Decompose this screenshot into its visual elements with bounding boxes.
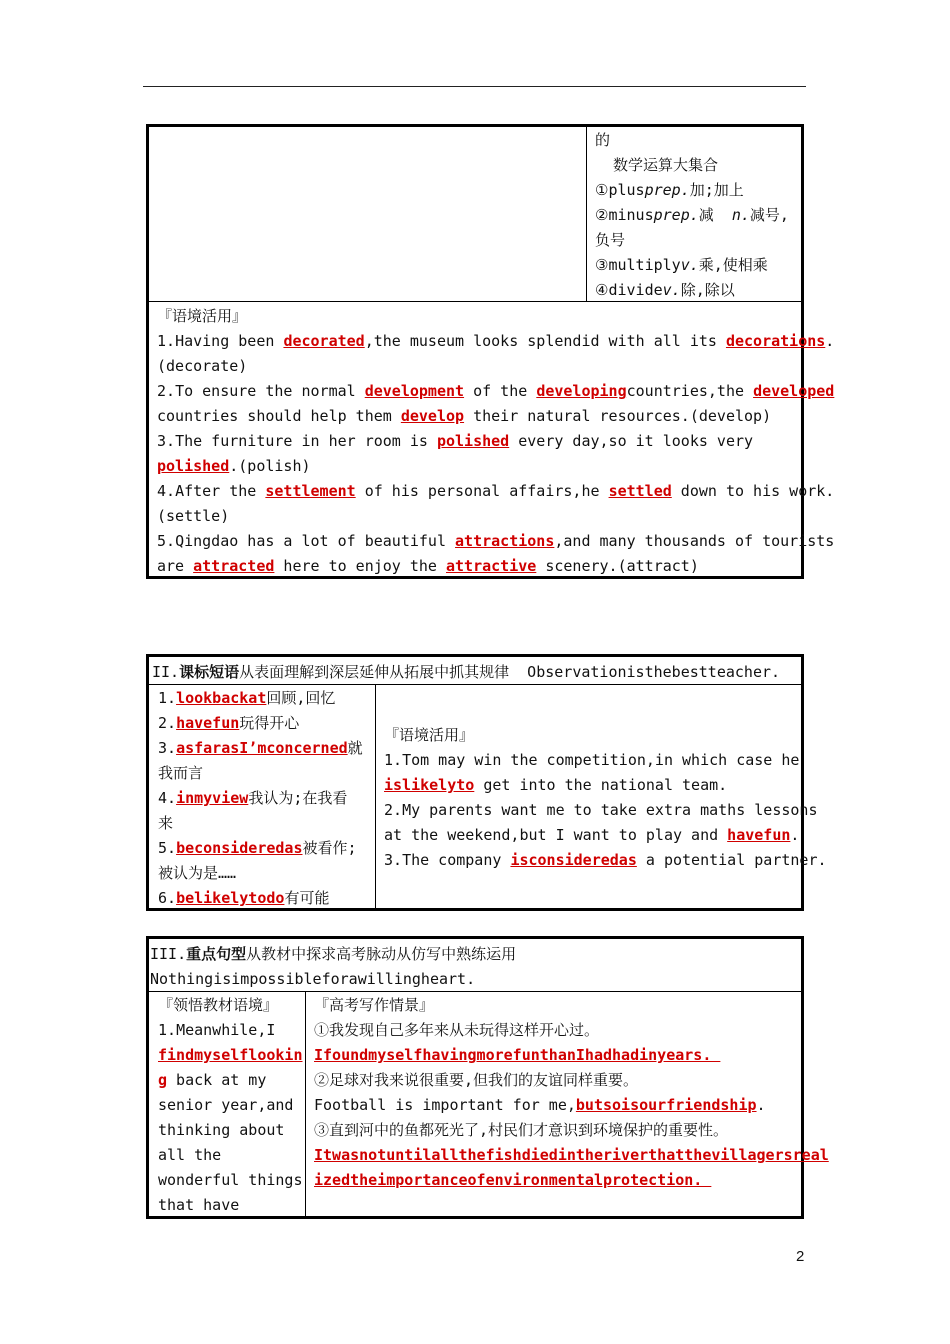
phrase-number: 1. [158, 689, 177, 707]
answer-sentence: IfoundmyselfhavingmorefunthanIhadhadinyears. [314, 1046, 721, 1064]
exercise-text: Meanwhile,I [176, 1021, 276, 1039]
exercise-text: all the [158, 1146, 222, 1164]
exercise-line [384, 848, 827, 873]
exercise-text: The furniture in her room is [175, 432, 437, 450]
math-vocab-line [595, 278, 801, 303]
exercise-number: 2. [384, 801, 403, 819]
exercise-text: The company [402, 851, 511, 869]
context-title [157, 304, 797, 329]
exercise-line [157, 429, 797, 454]
textbook-context-cell [158, 993, 303, 1218]
phrases-header [152, 660, 802, 685]
exercise-text: ,and many thousands of tourists [554, 532, 835, 550]
vocab-meaning: 除,除以 [680, 281, 735, 299]
phrase-number: 2. [158, 714, 177, 732]
exercise-text: My parents want me to take extra maths lessons [402, 801, 818, 819]
exercise-line [157, 404, 797, 429]
vocab-text: 负号 [595, 231, 626, 249]
vocab-meaning: 减号, [749, 206, 789, 224]
exercise-text: here to enjoy the [274, 557, 446, 575]
section-title: 课标短语 [179, 663, 240, 681]
exercise-text: Tom may win the competition,in which case he [402, 751, 800, 769]
vocab-meaning: 加;加上 [689, 181, 744, 199]
exercise-text: every day,so it looks very [509, 432, 754, 450]
exercise-line [157, 329, 835, 354]
exercise-number: 4. [157, 482, 176, 500]
exercise-line [157, 379, 835, 404]
exercise-line [157, 554, 797, 579]
vocab-meaning: 减 [698, 206, 732, 224]
phrase-item [158, 686, 372, 711]
writing-line [314, 1043, 802, 1068]
exercise-text: . [790, 826, 800, 844]
math-vocab-line [595, 253, 801, 278]
phrase-item [158, 736, 372, 761]
exercise-text: get into the national team. [474, 776, 728, 794]
exercise-text: (settle) [157, 507, 230, 525]
exercise-number: 1. [384, 751, 403, 769]
phrase-answer: asfarasI’mconcerned [176, 739, 348, 757]
exercise-text: thinking about [158, 1121, 285, 1139]
section-roman: II. [152, 663, 180, 681]
context-title-text: 『语境活用』 [157, 307, 248, 325]
answer-blank: settlement [265, 482, 356, 500]
phrase-context-cell [384, 723, 827, 873]
textbook-line [158, 1093, 303, 1118]
context-title-text: 『高考写作情景』 [314, 996, 435, 1014]
exercise-text: ①我发现自己多年来从未玩得这样开心过。 [314, 1021, 600, 1039]
header-rule [143, 86, 806, 87]
exercise-line [384, 798, 818, 823]
writing-line [314, 1118, 802, 1143]
exercise-line [157, 354, 797, 379]
phrase-meaning: 我而言 [158, 764, 204, 782]
context-title [314, 993, 802, 1018]
exercise-text: .(polish) [229, 457, 311, 475]
part-of-speech: v. [680, 256, 699, 274]
phrase-meaning: 玩得开心 [239, 714, 300, 732]
exercise-number: 1. [158, 1021, 177, 1039]
exercise-text: ②足球对我来说很重要,但我们的友谊同样重要。 [314, 1071, 639, 1089]
answer-blank: developed [753, 382, 835, 400]
answer-sentence: izedtheimportanceofenvironmentalprotection. [314, 1171, 712, 1189]
phrase-item [158, 786, 372, 811]
vocab-word: ④divide [595, 281, 663, 299]
writing-line [314, 1018, 802, 1043]
answer-blank: developing [536, 382, 627, 400]
exercise-text: (decorate) [157, 357, 248, 375]
row-divider [149, 991, 801, 992]
phrase-item [158, 861, 372, 886]
math-vocab-line [595, 178, 801, 203]
exercise-text: Qingdao has a lot of beautiful [175, 532, 456, 550]
answer-blank: isconsideredas [510, 851, 637, 869]
phrase-meaning: 被认为是…… [158, 864, 237, 882]
phrase-meaning: 来 [158, 814, 174, 832]
page-number: 2 [796, 1248, 805, 1265]
answer-sentence: butsoisourfriendship [575, 1096, 757, 1114]
exercise-text: wonderful things [158, 1171, 303, 1189]
phrase-item [158, 886, 372, 911]
section-subtitle: 从表面理解到深层延伸从拓展中抓其规律 Observationisthebestteacher. [239, 663, 781, 681]
column-divider [375, 684, 376, 908]
phrase-meaning: 回顾,回忆 [266, 689, 336, 707]
phrase-meaning: 被看作; [302, 839, 357, 857]
exercise-text: a potential partner. [636, 851, 827, 869]
exercise-number: 3. [384, 851, 403, 869]
writing-context-cell [314, 993, 829, 1193]
context-title [158, 993, 303, 1018]
exercise-text: To ensure the normal [175, 382, 365, 400]
phrases-table [146, 654, 827, 911]
answer-blank: develop [400, 407, 465, 425]
answer-blank: development [364, 382, 465, 400]
exercise-number: 1. [157, 332, 176, 350]
exercise-text: down to his work. [671, 482, 835, 500]
writing-line [314, 1143, 829, 1168]
answer-blank: islikelyto [384, 776, 475, 794]
answer-blank: polished [436, 432, 510, 450]
column-divider [305, 991, 306, 1216]
exercise-text: Having been [175, 332, 284, 350]
exercise-text: . [825, 332, 835, 350]
exercise-line [157, 504, 797, 529]
phrase-number: 6. [158, 889, 177, 907]
exercise-text: back at my [167, 1071, 267, 1089]
phrase-answer: belikelytodo [176, 889, 285, 907]
exercise-text: countries should help them [157, 407, 401, 425]
exercise-number: 3. [157, 432, 176, 450]
writing-line [314, 1068, 802, 1093]
exercise-text: are [157, 557, 194, 575]
exercise-line [157, 454, 797, 479]
phrase-answer: lookbackat [176, 689, 267, 707]
answer-blank: settled [608, 482, 672, 500]
answer-blank: findmyselflookin [158, 1046, 303, 1064]
textbook-line [158, 1143, 303, 1168]
answer-blank: g [158, 1071, 168, 1089]
vocab-text: 的 [595, 131, 611, 149]
writing-line [314, 1093, 802, 1118]
exercise-text: scenery.(attract) [536, 557, 699, 575]
exercise-text: of his personal affairs,he [355, 482, 609, 500]
phrase-item [158, 811, 372, 836]
vocab-text: 数学运算大集合 [595, 156, 719, 174]
phrase-meaning: 我认为;在我看 [248, 789, 348, 807]
phrase-answer: beconsideredas [176, 839, 303, 857]
exercise-text: senior year,and [158, 1096, 294, 1114]
phrase-meaning: 就 [347, 739, 363, 757]
exercise-line [157, 529, 835, 554]
section-title: 重点句型 [186, 945, 247, 963]
sentence-patterns-table [146, 936, 829, 1219]
phrase-item [158, 711, 372, 736]
answer-blank: havefun [727, 826, 791, 844]
textbook-line [158, 1018, 303, 1043]
context-usage-cell [157, 304, 835, 579]
exercise-text: that have [158, 1196, 240, 1214]
exercise-line [157, 479, 835, 504]
phrase-meaning: 有可能 [284, 889, 330, 907]
answer-blank: attractions [455, 532, 555, 550]
vocab-meaning: 乘,使相乘 [698, 256, 768, 274]
textbook-line [158, 1193, 303, 1218]
exercise-line [384, 773, 798, 798]
patterns-header [150, 942, 800, 992]
answer-blank: attractive [446, 557, 537, 575]
section-roman: III. [150, 945, 187, 963]
answer-blank: polished [157, 457, 230, 475]
textbook-line [158, 1168, 303, 1193]
exercise-text: . [756, 1096, 766, 1114]
exercise-line [384, 748, 798, 773]
part-of-speech: n. [731, 206, 750, 224]
vocab-table [146, 124, 835, 579]
exercise-text: countries,the [626, 382, 754, 400]
phrase-answer: inmyview [176, 789, 249, 807]
part-of-speech: v. [662, 281, 681, 299]
math-vocab-line [595, 153, 801, 178]
exercise-number: 5. [157, 532, 176, 550]
phrase-number: 3. [158, 739, 177, 757]
column-divider [586, 127, 587, 301]
answer-blank: decorations [725, 332, 826, 350]
phrase-number: 5. [158, 839, 177, 857]
vocab-word: ③multiply [595, 256, 681, 274]
answer-sentence: Itwasnotuntilallthefishdiedintheriverthatthevillagersreal [314, 1146, 829, 1164]
part-of-speech: prep. [653, 206, 699, 224]
section-subtitle: 从教材中探求高考脉动从仿写中熟练运用 [246, 945, 517, 963]
math-vocab-line [595, 203, 801, 228]
section-motto: Nothingisimpossibleforawillingheart. [150, 970, 476, 988]
phrase-number: 4. [158, 789, 177, 807]
textbook-line [158, 1118, 303, 1143]
exercise-text: at the weekend,but I want to play and [384, 826, 728, 844]
exercise-text: After the [175, 482, 266, 500]
context-title [384, 723, 798, 748]
exercise-text: Football is important for me, [314, 1096, 576, 1114]
answer-blank: attracted [193, 557, 275, 575]
part-of-speech: prep. [644, 181, 690, 199]
phrase-list [158, 686, 372, 911]
answer-blank: decorated [283, 332, 365, 350]
row-divider [149, 684, 801, 685]
phrase-item [158, 761, 372, 786]
exercise-text: ,the museum looks splendid with all its [364, 332, 726, 350]
math-vocab-line [595, 128, 801, 153]
phrase-item [158, 836, 372, 861]
textbook-line [158, 1068, 303, 1093]
phrase-answer: havefun [176, 714, 240, 732]
math-vocab-cell [595, 128, 801, 303]
exercise-number: 2. [157, 382, 176, 400]
exercise-text: of the [464, 382, 537, 400]
vocab-word: ②minus [595, 206, 654, 224]
math-vocab-line [595, 228, 801, 253]
textbook-line [158, 1043, 303, 1068]
context-title-text: 『领悟教材语境』 [158, 996, 279, 1014]
context-title-text: 『语境活用』 [384, 726, 475, 744]
writing-line [314, 1168, 802, 1193]
exercise-text: ③直到河中的鱼都死光了,村民们才意识到环境保护的重要性。 [314, 1121, 729, 1139]
exercise-text: their natural resources.(develop) [464, 407, 772, 425]
vocab-word: ①plus [595, 181, 645, 199]
exercise-line [384, 823, 798, 848]
